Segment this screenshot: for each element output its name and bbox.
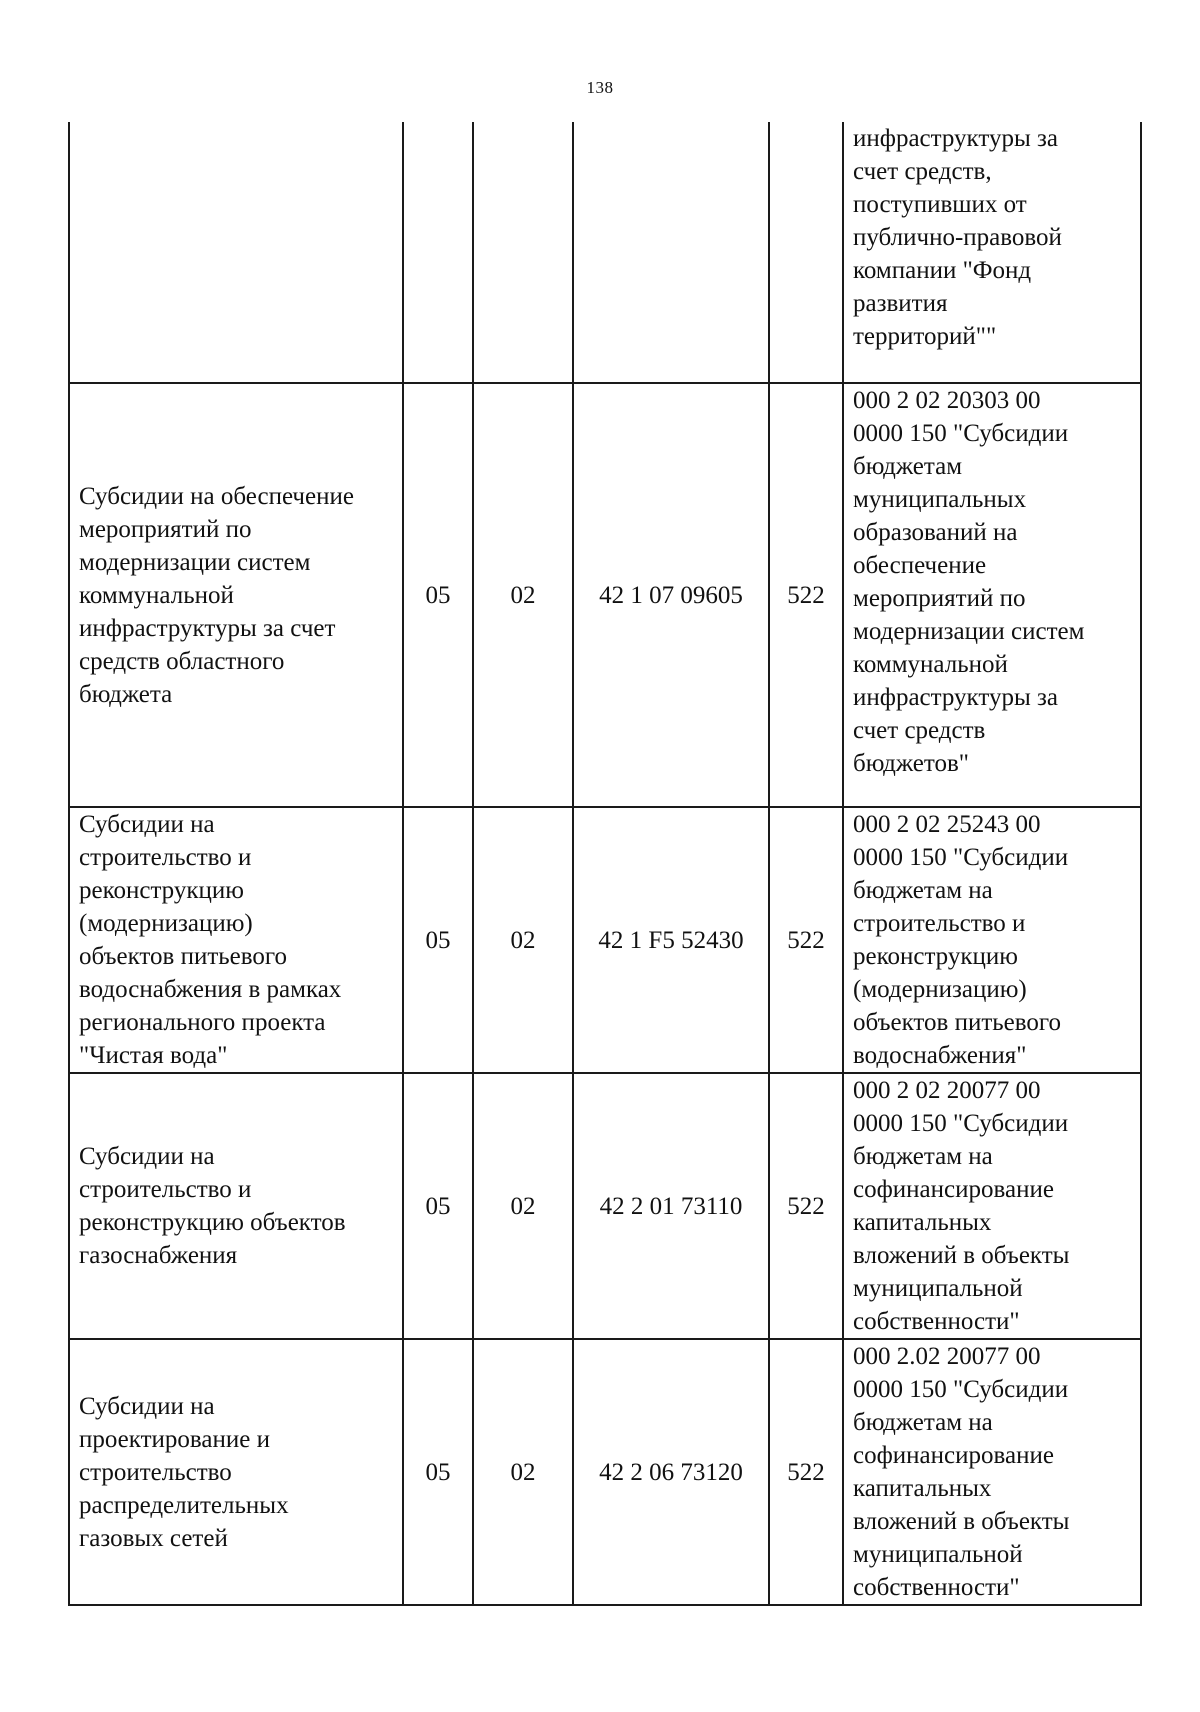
section-cell: 05 xyxy=(403,807,473,1073)
expense-type-cell: 522 xyxy=(769,383,843,807)
revenue-code-cell: 000 2 02 20077 00 0000 150 "Субсидии бюджетам на софинансирование капитальных вложений в объекты муниципальной собственности" xyxy=(843,1073,1141,1339)
item-name-cell: Субсидии на проектирование и строительство распределительных газовых сетей xyxy=(69,1339,403,1605)
section-cell: 05 xyxy=(403,1073,473,1339)
table-row xyxy=(69,807,1141,1073)
target-code-cell: 42 2 01 73110 xyxy=(573,1073,769,1339)
section-cell: 05 xyxy=(403,383,473,807)
subsection-cell: 02 xyxy=(473,1073,573,1339)
target-code-cell: 42 1 07 09605 xyxy=(573,383,769,807)
revenue-code-cell: 000 2 02 25243 00 0000 150 "Субсидии бюджетам на строительство и реконструкцию (модернизацию) объектов питьевого водоснабжения" xyxy=(843,807,1141,1073)
expense-type-cell: 522 xyxy=(769,1073,843,1339)
table-row xyxy=(69,122,1141,383)
page-number: 138 xyxy=(586,78,614,97)
target-code-cell: 42 1 F5 52430 xyxy=(573,807,769,1073)
table-row xyxy=(69,383,1141,807)
revenue-code-cell: 000 2.02 20077 00 0000 150 "Субсидии бюджетам на софинансирование капитальных вложений в объекты муниципальной собственности" xyxy=(843,1339,1141,1605)
subsection-cell xyxy=(473,122,573,383)
subsection-cell: 02 xyxy=(473,383,573,807)
item-name-cell: Субсидии на строительство и реконструкцию (модернизацию) объектов питьевого водоснабжения в рамках регионального проекта "Чистая вода" xyxy=(69,807,403,1073)
expense-type-cell: 522 xyxy=(769,807,843,1073)
subsection-cell: 02 xyxy=(473,1339,573,1605)
budget-table xyxy=(68,122,1142,1606)
item-name-cell xyxy=(69,122,403,383)
table-row xyxy=(69,1073,1141,1339)
target-code-cell: 42 2 06 73120 xyxy=(573,1339,769,1605)
section-cell: 05 xyxy=(403,1339,473,1605)
table-row xyxy=(69,1339,1141,1605)
subsection-cell: 02 xyxy=(473,807,573,1073)
item-name-cell: Субсидии на строительство и реконструкцию объектов газоснабжения xyxy=(69,1073,403,1339)
target-code-cell xyxy=(573,122,769,383)
section-cell xyxy=(403,122,473,383)
item-name-cell: Субсидии на обеспечение мероприятий по модернизации систем коммунальной инфраструктуры за счет средств областного бюджета xyxy=(69,383,403,807)
expense-type-cell: 522 xyxy=(769,1339,843,1605)
revenue-code-cell: 000 2 02 20303 00 0000 150 "Субсидии бюджетам муниципальных образований на обеспечение мероприятий по модернизации систем коммунальной инфраструктуры за счет средств бюджетов" xyxy=(843,383,1141,807)
revenue-code-cell: инфраструктуры за счет средств, поступивших от публично-правовой компании "Фонд развития территорий"" xyxy=(843,122,1141,383)
expense-type-cell xyxy=(769,122,843,383)
